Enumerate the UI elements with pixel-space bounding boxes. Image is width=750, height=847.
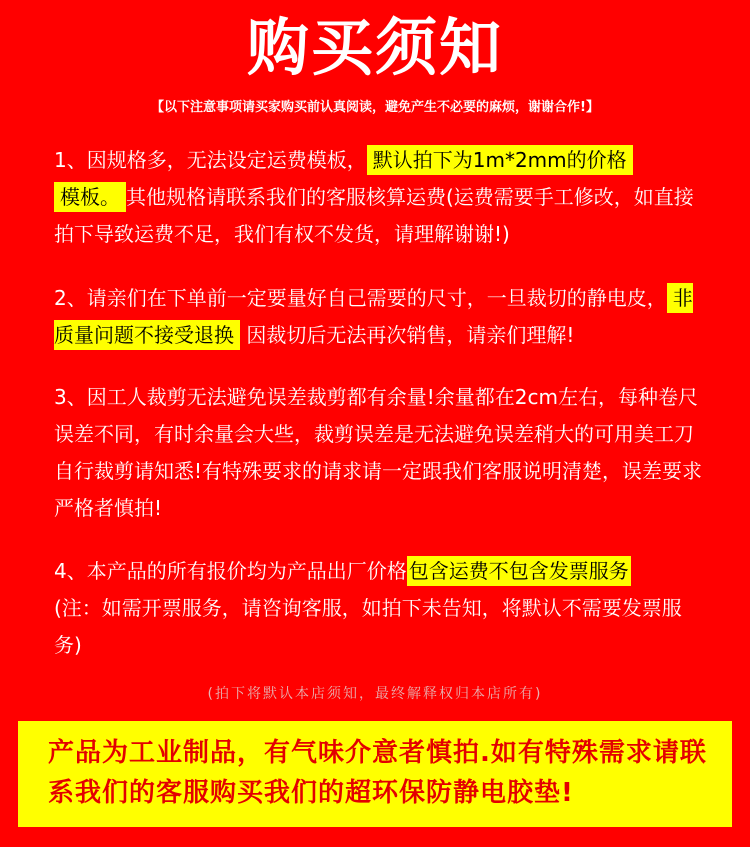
- item-1-highlight-b: 模板。: [54, 182, 126, 212]
- notice-item-4: [54, 553, 704, 664]
- item-1-rest: 其他规格请联系我们的客服核算运费(运费需要手工修改，如直接拍下导致运费不足，我们有权不发货，请理解谢谢!): [54, 185, 694, 246]
- notice-item-2: [54, 280, 704, 354]
- warning-text: 产品为工业制品，有气味介意者慎拍.如有特殊需求请联系我们的客服购买我们的超环保防静电胶垫!: [48, 738, 707, 808]
- store-disclaimer: (拍下将默认本店须知，最终解释权归本店所有): [207, 686, 543, 702]
- item-1-highlight-a: 默认拍下为1m*2mm的价格: [367, 145, 633, 175]
- item-2-prefix: 2、请亲们在下单前一定要量好自己需要的尺寸，一旦裁切的静电皮，: [54, 286, 667, 310]
- notice-item-3: 3、因工人裁剪无法避免误差裁剪都有余量!余量都在2cm左右，每种卷尺误差不同，有时余量会大些，裁剪误差是无法避免误差稍大的可用美工刀自行裁剪请知悉!有特殊要求的请求请一定跟我们客服说明清楚，误差要求严格者慎拍!: [54, 385, 703, 520]
- item-4-highlight: 包含运费不包含发票服务: [407, 556, 631, 586]
- item-1-prefix: 1、因规格多，无法设定运费模板，: [54, 148, 367, 172]
- page-title: 购买须知: [246, 11, 503, 84]
- item-2-highlight: 非质量问题不接受退换: [54, 283, 693, 350]
- warning-box: [18, 721, 732, 827]
- notice-item-1: [54, 142, 704, 253]
- notice-subtitle: 【以下注意事项请买家购买前认真阅读，避免产生不必要的麻烦，谢谢合作!】: [151, 100, 599, 115]
- item-4-rest: (注：如需开票服务，请咨询客服，如拍下未告知，将默认不需要发票服务): [54, 596, 682, 657]
- item-2-rest: 因裁切后无法再次销售，请亲们理解!: [246, 323, 575, 347]
- item-4-prefix: 4、本产品的所有报价均为产品出厂价格: [54, 559, 407, 583]
